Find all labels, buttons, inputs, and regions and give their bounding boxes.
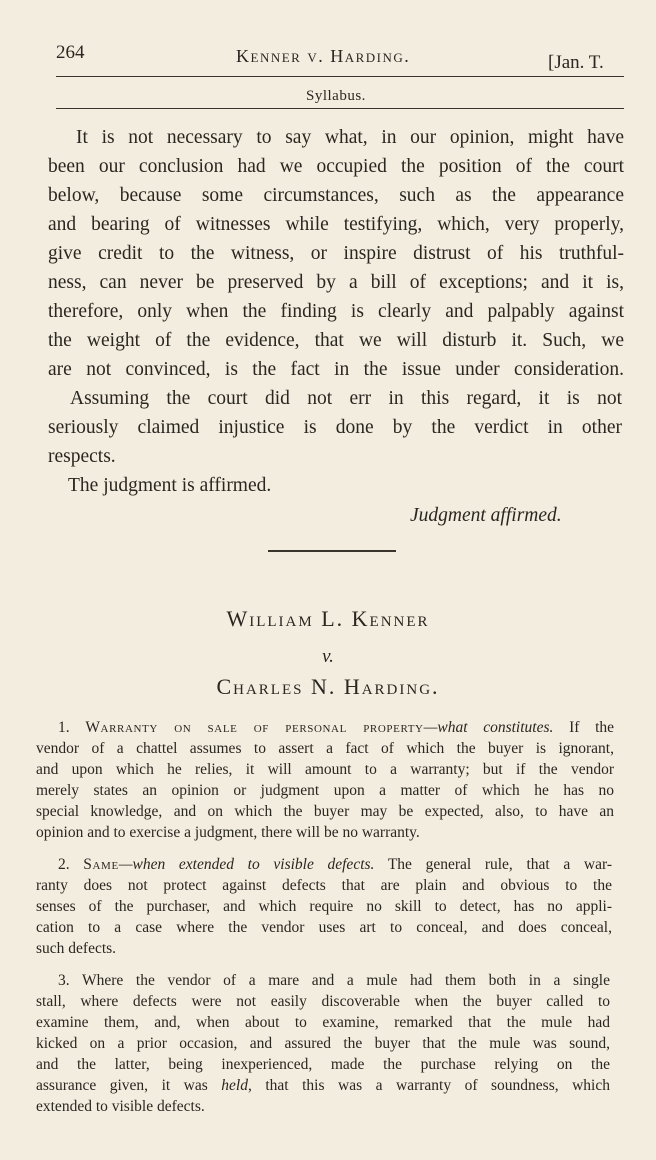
text-line: It is not necessary to say what, in our opinion, might have — [76, 127, 624, 148]
note-heading: Same — [83, 856, 119, 873]
note-heading-italic: —when extended to visible defects. — [118, 856, 375, 873]
text-line: and bearing of witnesses while testifying, which, very properly, — [48, 214, 624, 235]
text-line: Assuming the court did not err in this regard, it is not — [70, 388, 622, 409]
note-number: 2. — [58, 856, 70, 873]
note-text: Where the vendor of a mare and a mule had them both in a single — [81, 972, 610, 989]
text-line — [58, 973, 610, 989]
header-rule-bottom — [56, 108, 624, 109]
text-line: opinion and to exercise a judgment, there will be no warranty. — [36, 824, 420, 841]
text-line: give credit to the witness, or inspire distrust of his truthful- — [48, 243, 624, 264]
emphasized-word: held — [221, 1077, 248, 1094]
text-line: stall, where defects were not easily discoverable when the buyer called to — [36, 993, 610, 1010]
text-line: special knowledge, and on which the buyer may be expected, also, to have an — [36, 803, 614, 820]
text-line: extended to visible defects. — [36, 1098, 205, 1115]
note-text: The general rule, that a war- — [387, 856, 613, 873]
text-line — [58, 857, 612, 873]
text-line: cation to a case where the vendor uses art to conceal, and does conceal, — [36, 919, 612, 936]
text-line: merely states an opinion or judgment upon a matter of which he has no — [36, 782, 614, 799]
text-line: below, because some circumstances, such as the appearance — [48, 185, 624, 206]
case-party-2: Charles N. Harding. — [216, 674, 440, 699]
note-number: 1. — [58, 719, 70, 736]
section-divider — [268, 550, 396, 552]
text-line: are not convinced, is the fact in the issue under consideration. — [48, 359, 624, 380]
running-date: [Jan. T. — [548, 52, 604, 73]
note-heading: Warranty on sale of personal property — [85, 719, 424, 736]
case-party-1: William L. Kenner — [226, 606, 430, 631]
note-number: 3. — [58, 972, 70, 989]
note-text: If the — [569, 719, 615, 736]
text-line: respects. — [48, 446, 116, 467]
text-line: seriously claimed injustice is done by the verdict in other — [48, 417, 622, 438]
text-line: examine them, and, when about to examine, remarked that the mule had — [36, 1014, 610, 1031]
case-versus: v. — [322, 646, 334, 667]
text-line: vendor of a chattel assumes to assert a fact of which the buyer is ignorant, — [36, 740, 614, 757]
text-line: kicked on a prior occasion, and assured the buyer that the mule was sound, — [36, 1035, 610, 1052]
text-line: senses of the purchaser, and which require no skill to detect, has no appli- — [36, 898, 612, 915]
text-line: the weight of the evidence, that we will disturb it. Such, we — [48, 330, 624, 351]
text-line — [58, 720, 614, 736]
disposition: Judgment affirmed. — [410, 505, 562, 526]
text-line: ranty does not protect against defects that are plain and obvious to the — [36, 877, 612, 894]
text-line: assurance given, it was held, that this was a warranty of soundness, which — [36, 1077, 610, 1094]
running-title: Kenner v. Harding. — [236, 46, 411, 66]
text-line: ness, can never be preserved by a bill of exceptions; and it is, — [48, 272, 624, 293]
text-line: been our conclusion had we occupied the position of the court — [48, 156, 624, 177]
text-line: and upon which he relies, it will amount to a warranty; but if the vendor — [36, 761, 614, 778]
header-rule-top — [56, 76, 624, 77]
text-line: therefore, only when the finding is clearly and palpably against — [48, 301, 624, 322]
page-number: 264 — [56, 42, 85, 63]
note-heading-italic: —what constitutes. — [423, 719, 554, 736]
text-line: such defects. — [36, 940, 117, 957]
section-label: Syllabus. — [306, 88, 366, 104]
opinion-paragraph-3: The judgment is affirmed. — [68, 475, 272, 496]
text-line: and the latter, being inexperienced, made the purchase relying on the — [36, 1056, 610, 1073]
